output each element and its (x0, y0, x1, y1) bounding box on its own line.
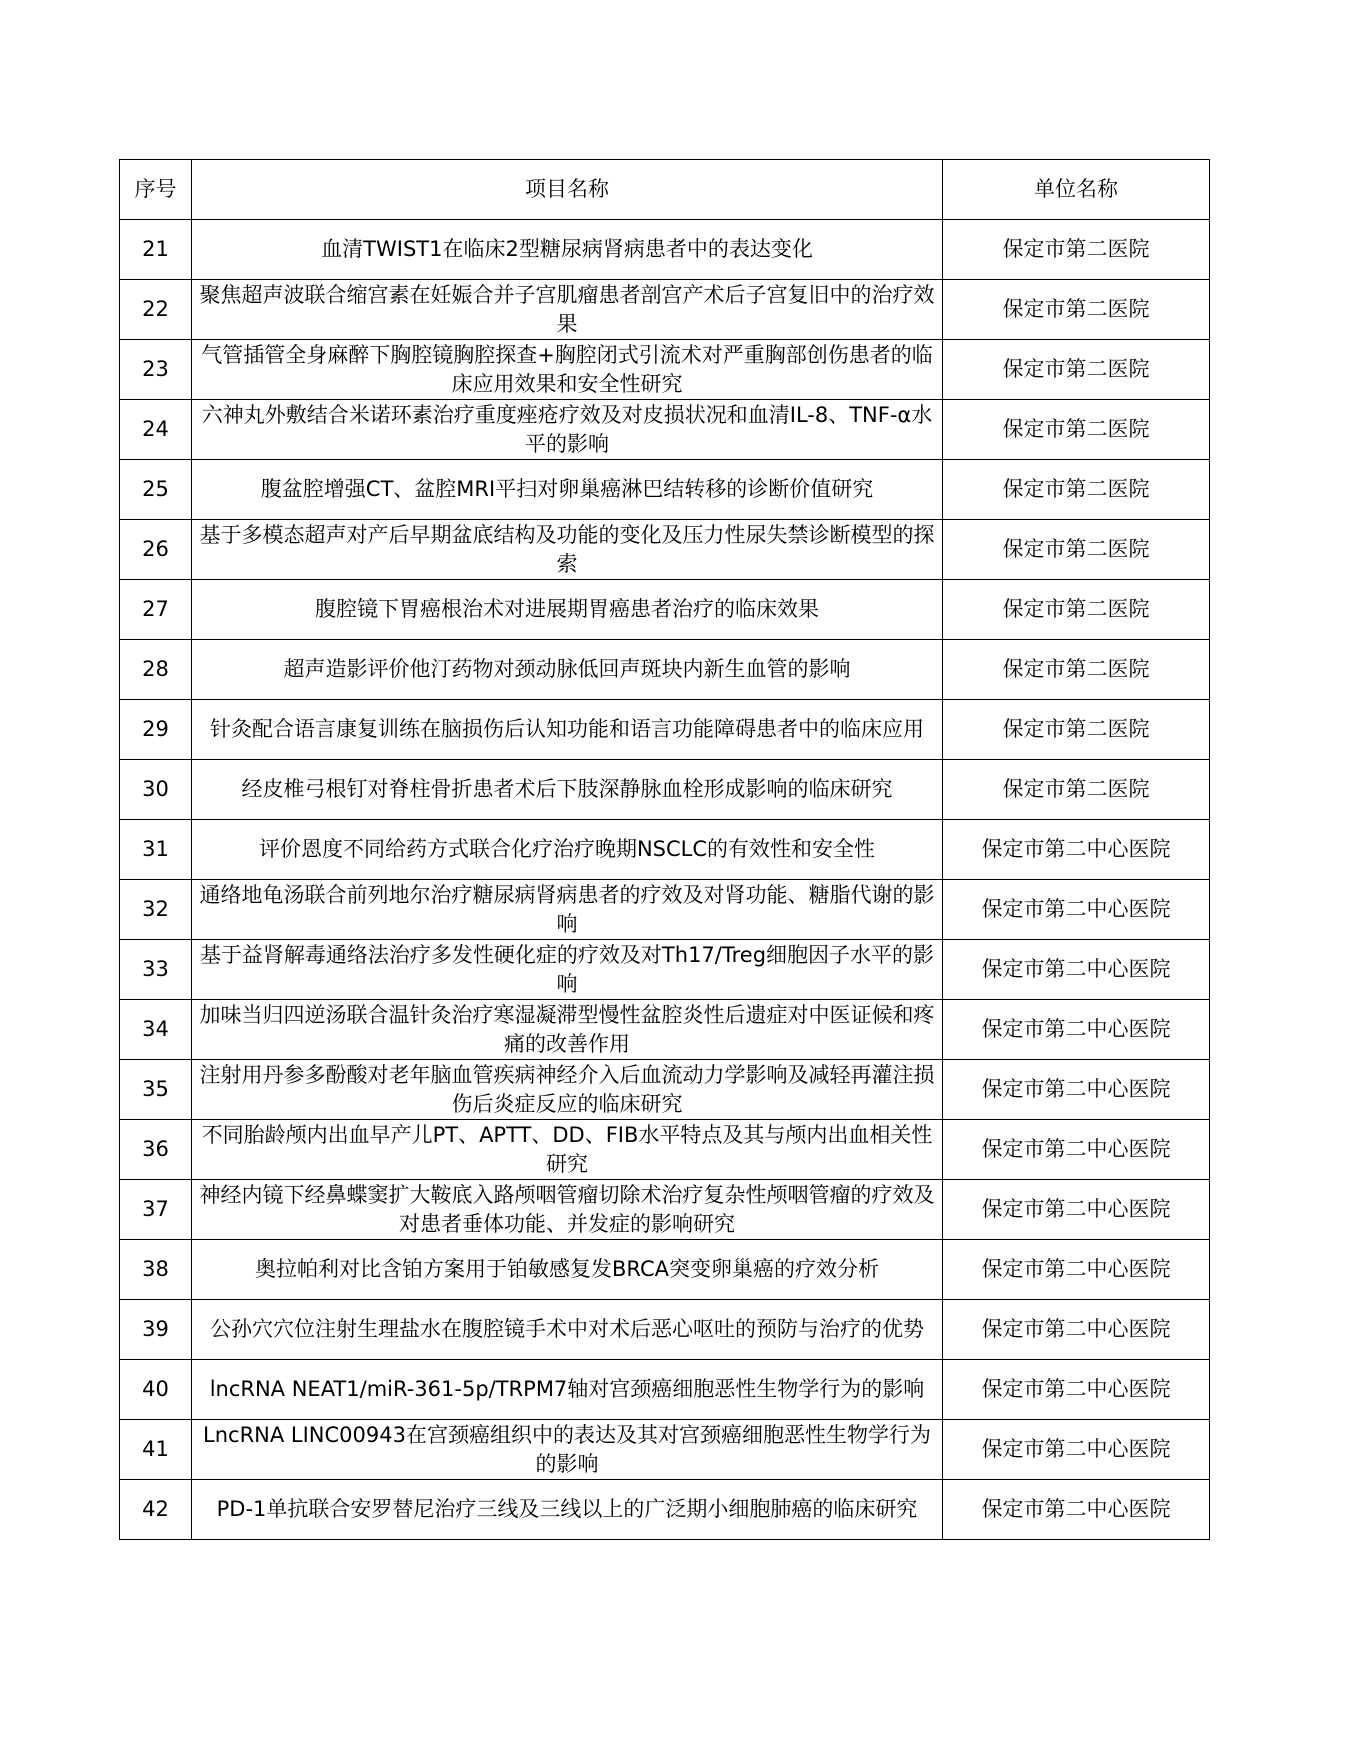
table-row (120, 460, 1210, 520)
cell-project-name: LncRNA LINC00943在宫颈癌组织中的表达及其对宫颈癌细胞恶性生物学行为的影响 (192, 1420, 943, 1480)
cell-unit-name: 保定市第二医院 (943, 400, 1210, 460)
cell-serial-number: 39 (120, 1300, 192, 1360)
cell-unit-name: 保定市第二中心医院 (943, 1360, 1210, 1420)
cell-project-name: 注射用丹参多酚酸对老年脑血管疾病神经介入后血流动力学影响及减轻再灌注损伤后炎症反应的临床研究 (192, 1060, 943, 1120)
cell-serial-number: 32 (120, 880, 192, 940)
cell-serial-number: 25 (120, 460, 192, 520)
cell-serial-number: 42 (120, 1480, 192, 1540)
header-project-name: 项目名称 (192, 160, 943, 220)
cell-serial-number: 24 (120, 400, 192, 460)
cell-project-name: 加味当归四逆汤联合温针灸治疗寒湿凝滞型慢性盆腔炎性后遗症对中医证候和疼痛的改善作用 (192, 1000, 943, 1060)
table-row (120, 400, 1210, 460)
table-row (120, 1120, 1210, 1180)
cell-unit-name: 保定市第二医院 (943, 520, 1210, 580)
table-row (120, 700, 1210, 760)
cell-unit-name: 保定市第二中心医院 (943, 1000, 1210, 1060)
cell-serial-number: 21 (120, 220, 192, 280)
table-body (120, 220, 1210, 1540)
cell-project-name: 腹腔镜下胃癌根治术对进展期胃癌患者治疗的临床效果 (192, 580, 943, 640)
cell-project-name: 经皮椎弓根钉对脊柱骨折患者术后下肢深静脉血栓形成影响的临床研究 (192, 760, 943, 820)
table-row (120, 1240, 1210, 1300)
table-row (120, 340, 1210, 400)
cell-project-name: 基于多模态超声对产后早期盆底结构及功能的变化及压力性尿失禁诊断模型的探索 (192, 520, 943, 580)
cell-project-name: 聚焦超声波联合缩宫素在妊娠合并子宫肌瘤患者剖宫产术后子宫复旧中的治疗效果 (192, 280, 943, 340)
cell-serial-number: 37 (120, 1180, 192, 1240)
cell-project-name: 血清TWIST1在临床2型糖尿病肾病患者中的表达变化 (192, 220, 943, 280)
cell-project-name: 奥拉帕利对比含铂方案用于铂敏感复发BRCA突变卵巢癌的疗效分析 (192, 1240, 943, 1300)
table-row (120, 1000, 1210, 1060)
cell-serial-number: 38 (120, 1240, 192, 1300)
cell-unit-name: 保定市第二医院 (943, 220, 1210, 280)
cell-serial-number: 36 (120, 1120, 192, 1180)
table-row (120, 580, 1210, 640)
table-row (120, 220, 1210, 280)
cell-unit-name: 保定市第二医院 (943, 640, 1210, 700)
cell-unit-name: 保定市第二医院 (943, 280, 1210, 340)
cell-unit-name: 保定市第二医院 (943, 460, 1210, 520)
cell-unit-name: 保定市第二中心医院 (943, 880, 1210, 940)
table-row (120, 1060, 1210, 1120)
table-header-row (120, 160, 1210, 220)
cell-serial-number: 29 (120, 700, 192, 760)
cell-serial-number: 34 (120, 1000, 192, 1060)
table-row (120, 1180, 1210, 1240)
table-row (120, 520, 1210, 580)
cell-unit-name: 保定市第二中心医院 (943, 820, 1210, 880)
header-serial-number: 序号 (120, 160, 192, 220)
cell-unit-name: 保定市第二中心医院 (943, 1240, 1210, 1300)
cell-serial-number: 26 (120, 520, 192, 580)
cell-serial-number: 41 (120, 1420, 192, 1480)
table-row (120, 820, 1210, 880)
table-row (120, 880, 1210, 940)
cell-unit-name: 保定市第二中心医院 (943, 1180, 1210, 1240)
table-row (120, 940, 1210, 1000)
table-row (120, 1420, 1210, 1480)
table-row (120, 280, 1210, 340)
table-row (120, 640, 1210, 700)
cell-project-name: 公孙穴穴位注射生理盐水在腹腔镜手术中对术后恶心呕吐的预防与治疗的优势 (192, 1300, 943, 1360)
cell-serial-number: 33 (120, 940, 192, 1000)
cell-unit-name: 保定市第二医院 (943, 760, 1210, 820)
cell-unit-name: 保定市第二医院 (943, 700, 1210, 760)
cell-serial-number: 30 (120, 760, 192, 820)
cell-unit-name: 保定市第二中心医院 (943, 940, 1210, 1000)
cell-project-name: 神经内镜下经鼻蝶窦扩大鞍底入路颅咽管瘤切除术治疗复杂性颅咽管瘤的疗效及对患者垂体功能、并发症的影响研究 (192, 1180, 943, 1240)
cell-project-name: lncRNA NEAT1/miR-361-5p/TRPM7轴对宫颈癌细胞恶性生物学行为的影响 (192, 1360, 943, 1420)
cell-project-name: 评价恩度不同给药方式联合化疗治疗晚期NSCLC的有效性和安全性 (192, 820, 943, 880)
cell-project-name: 通络地龟汤联合前列地尔治疗糖尿病肾病患者的疗效及对肾功能、糖脂代谢的影响 (192, 880, 943, 940)
cell-serial-number: 27 (120, 580, 192, 640)
cell-serial-number: 40 (120, 1360, 192, 1420)
cell-serial-number: 23 (120, 340, 192, 400)
cell-serial-number: 28 (120, 640, 192, 700)
cell-serial-number: 31 (120, 820, 192, 880)
cell-project-name: 六神丸外敷结合米诺环素治疗重度痤疮疗效及对皮损状况和血清IL-8、TNF-α水平的影响 (192, 400, 943, 460)
cell-unit-name: 保定市第二中心医院 (943, 1060, 1210, 1120)
table-row (120, 1480, 1210, 1540)
cell-project-name: PD-1单抗联合安罗替尼治疗三线及三线以上的广泛期小细胞肺癌的临床研究 (192, 1480, 943, 1540)
table-row (120, 1300, 1210, 1360)
header-unit-name: 单位名称 (943, 160, 1210, 220)
cell-unit-name: 保定市第二中心医院 (943, 1480, 1210, 1540)
cell-unit-name: 保定市第二中心医院 (943, 1120, 1210, 1180)
cell-project-name: 针灸配合语言康复训练在脑损伤后认知功能和语言功能障碍患者中的临床应用 (192, 700, 943, 760)
table-row (120, 1360, 1210, 1420)
cell-serial-number: 22 (120, 280, 192, 340)
project-table (119, 159, 1210, 1540)
cell-project-name: 气管插管全身麻醉下胸腔镜胸腔探查+胸腔闭式引流术对严重胸部创伤患者的临床应用效果和安全性研究 (192, 340, 943, 400)
cell-project-name: 腹盆腔增强CT、盆腔MRI平扫对卵巢癌淋巴结转移的诊断价值研究 (192, 460, 943, 520)
table-row (120, 760, 1210, 820)
cell-project-name: 超声造影评价他汀药物对颈动脉低回声斑块内新生血管的影响 (192, 640, 943, 700)
cell-unit-name: 保定市第二中心医院 (943, 1300, 1210, 1360)
cell-serial-number: 35 (120, 1060, 192, 1120)
cell-unit-name: 保定市第二中心医院 (943, 1420, 1210, 1480)
cell-project-name: 不同胎龄颅内出血早产儿PT、APTT、DD、FIB水平特点及其与颅内出血相关性研究 (192, 1120, 943, 1180)
cell-unit-name: 保定市第二医院 (943, 580, 1210, 640)
cell-project-name: 基于益肾解毒通络法治疗多发性硬化症的疗效及对Th17/Treg细胞因子水平的影响 (192, 940, 943, 1000)
cell-unit-name: 保定市第二医院 (943, 340, 1210, 400)
